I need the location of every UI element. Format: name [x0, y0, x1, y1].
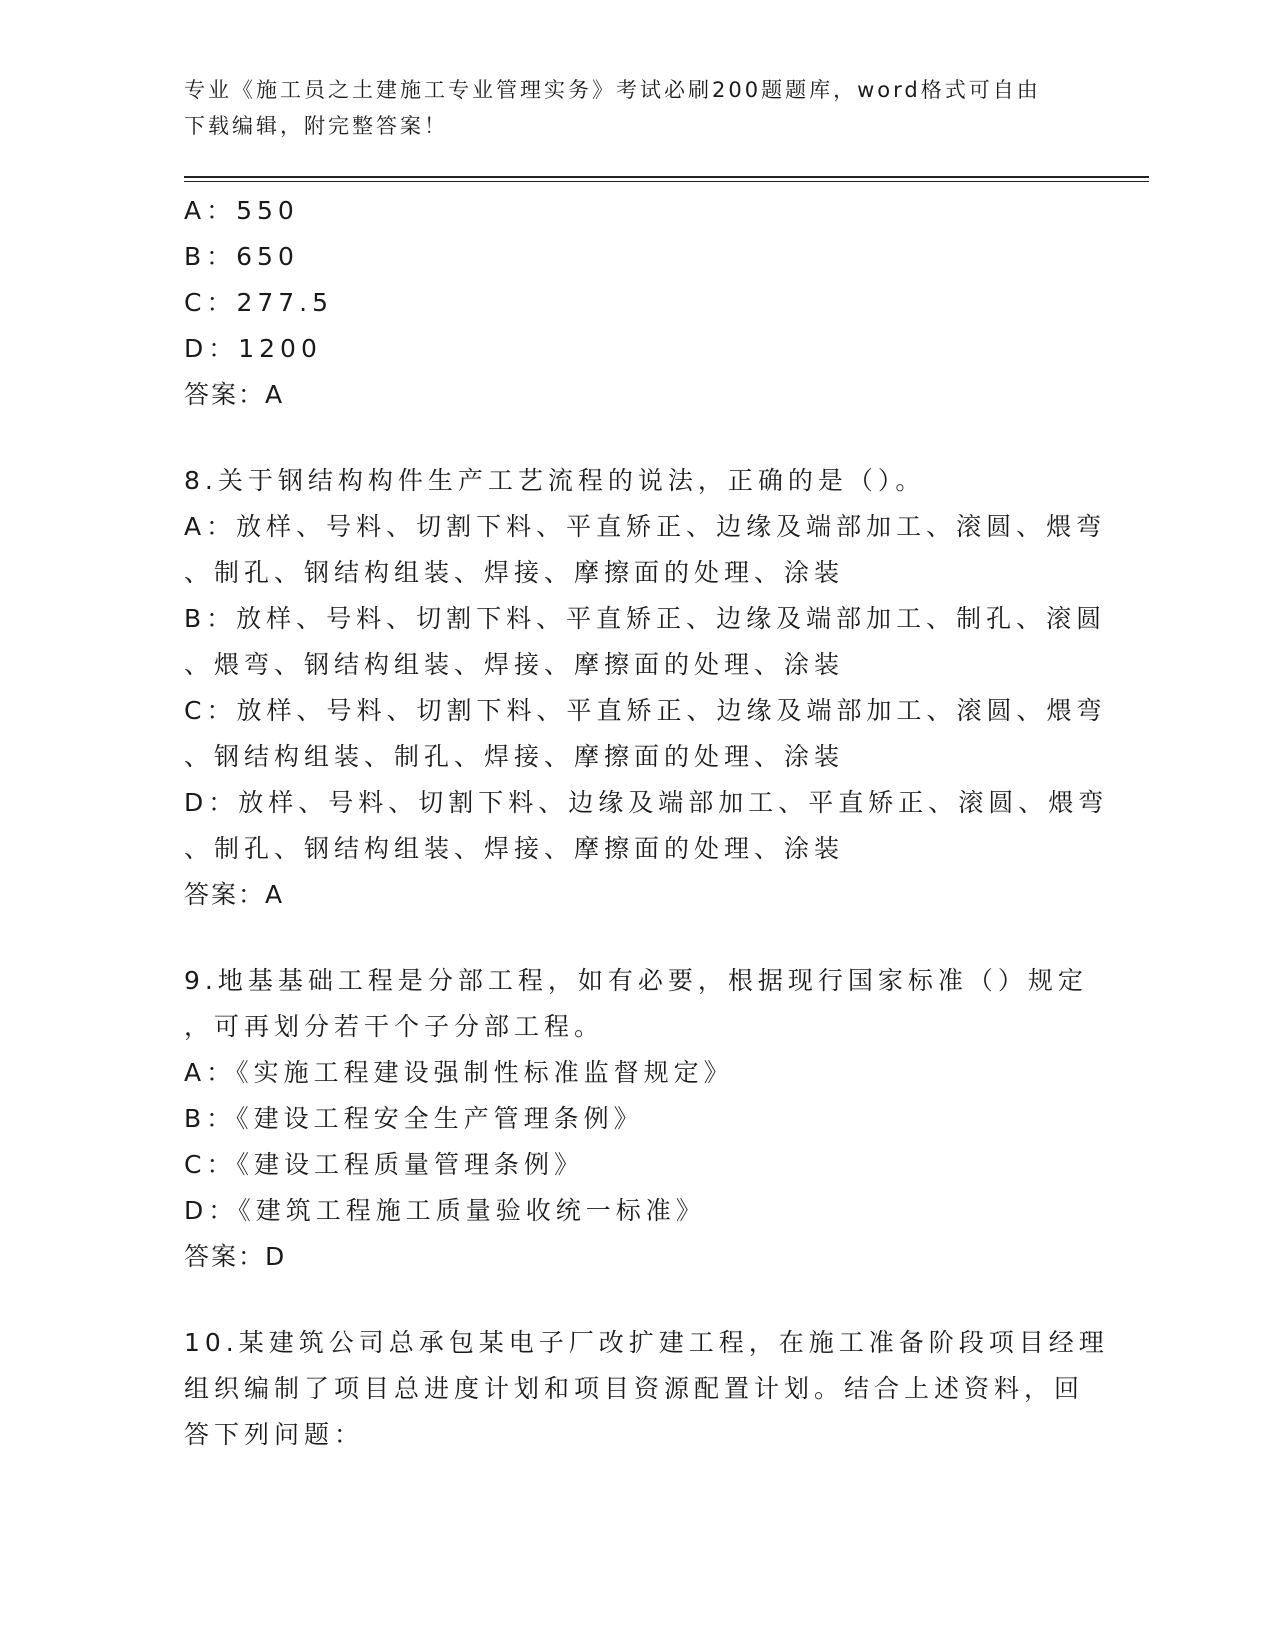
header-line-1: 专业《施工员之土建施工专业管理实务》考试必刷200题题库，word格式可自由 [184, 78, 1041, 102]
option-c: C：277.5 [184, 288, 334, 317]
option-c: C：《建设工程质量管理条例》 [184, 1150, 584, 1179]
question-stem-line-2: 组织编制了项目总进度计划和项目资源配置计划。结合上述资料，回 [184, 1374, 1085, 1403]
option-d: D：《建筑工程施工质量验收统一标准》 [184, 1196, 706, 1225]
answer-text: 答案：A [184, 880, 285, 909]
question-stem-line-1: 10.某建筑公司总承包某电子厂改扩建工程，在施工准备阶段项目经理 [184, 1328, 1109, 1357]
answer-text: 答案：D [184, 1242, 287, 1271]
option-b-line-2: 、煨弯、钢结构组装、焊接、摩擦面的处理、涂装 [184, 650, 845, 679]
option-a: A：《实施工程建设强制性标准监督规定》 [184, 1058, 734, 1087]
option-b: B：《建设工程安全生产管理条例》 [184, 1104, 644, 1133]
question-stem-line-1: 9.地基基础工程是分部工程，如有必要，根据现行国家标准（）规定 [184, 966, 1088, 995]
header-line-2: 下载编辑，附完整答案！ [184, 114, 448, 138]
option-d-line-2: 、制孔、钢结构组装、焊接、摩擦面的处理、涂装 [184, 834, 845, 863]
header-divider-thick [184, 176, 1149, 178]
answer-text: 答案：A [184, 380, 285, 409]
question-spacer [184, 918, 1084, 958]
question-spacer [184, 418, 1084, 458]
question-stem: 8.关于钢结构构件生产工艺流程的说法，正确的是（）。 [184, 466, 926, 495]
document-header [184, 72, 1064, 144]
question-10 [184, 1320, 1109, 1458]
question-spacer [184, 1280, 1084, 1320]
question-stem-line-2: ，可再划分若干个子分部工程。 [184, 1012, 605, 1041]
option-a-line-2: 、制孔、钢结构组装、焊接、摩擦面的处理、涂装 [184, 558, 845, 587]
question-content [184, 188, 1109, 1458]
option-b: B：650 [184, 242, 299, 271]
option-c-line-2: 、钢结构组装、制孔、焊接、摩擦面的处理、涂装 [184, 742, 845, 771]
question-stem-line-3: 答下列问题： [184, 1420, 365, 1449]
option-d-line-1: D：放样、号料、切割下料、边缘及端部加工、平直矫正、滚圆、煨弯 [184, 788, 1109, 817]
option-a: A：550 [184, 196, 299, 225]
header-divider-thin [184, 181, 1149, 182]
option-a-line-1: A：放样、号料、切割下料、平直矫正、边缘及端部加工、滚圆、煨弯 [184, 512, 1107, 541]
question-8 [184, 458, 1109, 918]
question-7 [184, 188, 1084, 418]
option-d: D：1200 [184, 334, 322, 363]
option-c-line-1: C：放样、号料、切割下料、平直矫正、边缘及端部加工、滚圆、煨弯 [184, 696, 1107, 725]
question-9 [184, 958, 1088, 1280]
option-b-line-1: B：放样、号料、切割下料、平直矫正、边缘及端部加工、制孔、滚圆 [184, 604, 1107, 633]
